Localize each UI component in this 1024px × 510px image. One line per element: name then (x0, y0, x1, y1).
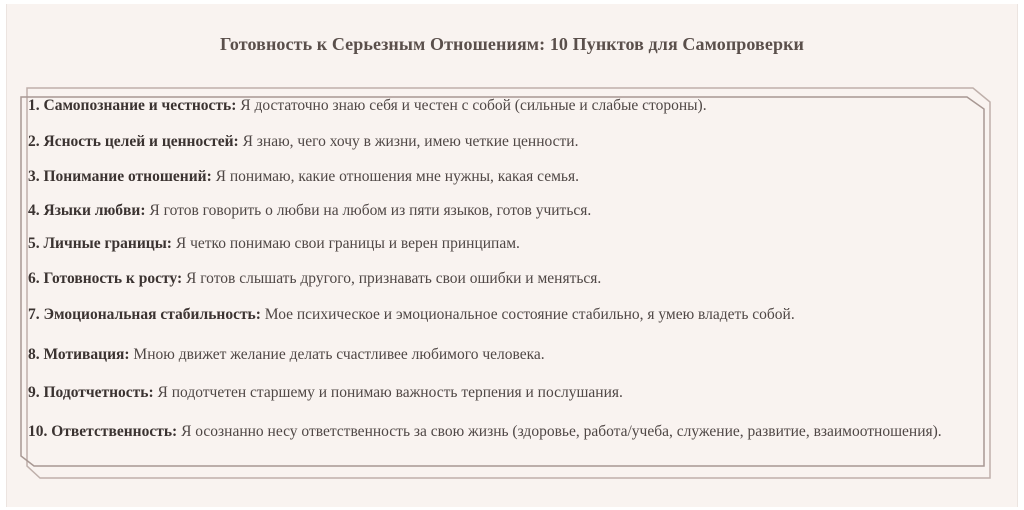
item-text: Я подотчетен старшему и понимаю важность терпения и послушания. (153, 384, 623, 401)
list-item (28, 168, 988, 185)
item-text: Мною движет желание делать счастливее любимого человека. (129, 346, 545, 363)
list-item (28, 306, 988, 323)
item-label: 5. Личные границы: (28, 235, 172, 252)
item-label: 8. Мотивация: (28, 346, 130, 363)
item-text: Я готов слышать другого, признавать свои ошибки и меняться. (182, 270, 602, 287)
item-label: 2. Ясность целей и ценностей: (28, 133, 239, 150)
item-label: 1. Самопознание и честность: (28, 97, 237, 114)
list-item (28, 202, 988, 219)
list-item (28, 270, 988, 287)
list-item (28, 384, 988, 401)
item-text: Я понимаю, какие отношения мне нужны, какая семья. (211, 168, 579, 185)
item-text: Я осознанно несу ответственность за свою жизнь (здоровье, работа/учеба, служение, развитие, взаимоотношения). (177, 423, 942, 440)
slide-title: Готовность к Серьезным Отношениям: 10 Пунктов для Самопроверки (219, 34, 805, 54)
item-text: Мое психическое и эмоциональное состояние стабильно, я умею владеть собой. (260, 306, 795, 323)
item-label: 7. Эмоциональная стабильность: (28, 306, 261, 323)
item-text: Я готов говорить о любви на любом из пяти языков, готов учиться. (145, 202, 592, 219)
item-label: 4. Языки любви: (28, 202, 146, 219)
list-item (28, 235, 988, 252)
item-label: 9. Подотчетность: (28, 384, 154, 401)
item-label: 10. Ответственность: (28, 423, 178, 440)
list-item (28, 133, 988, 150)
list-item (28, 346, 988, 363)
item-label: 3. Понимание отношений: (28, 168, 212, 185)
item-text: Я знаю, чего хочу в жизни, имею четкие ценности. (238, 133, 579, 150)
item-text: Я четко понимаю свои границы и верен принципам. (171, 235, 520, 252)
item-label: 6. Готовность к росту: (28, 270, 183, 287)
slide (6, 4, 1018, 507)
item-text: Я достаточно знаю себя и честен с собой (сильные и слабые стороны). (236, 97, 707, 114)
list-item (28, 423, 988, 440)
list-item (28, 97, 988, 114)
